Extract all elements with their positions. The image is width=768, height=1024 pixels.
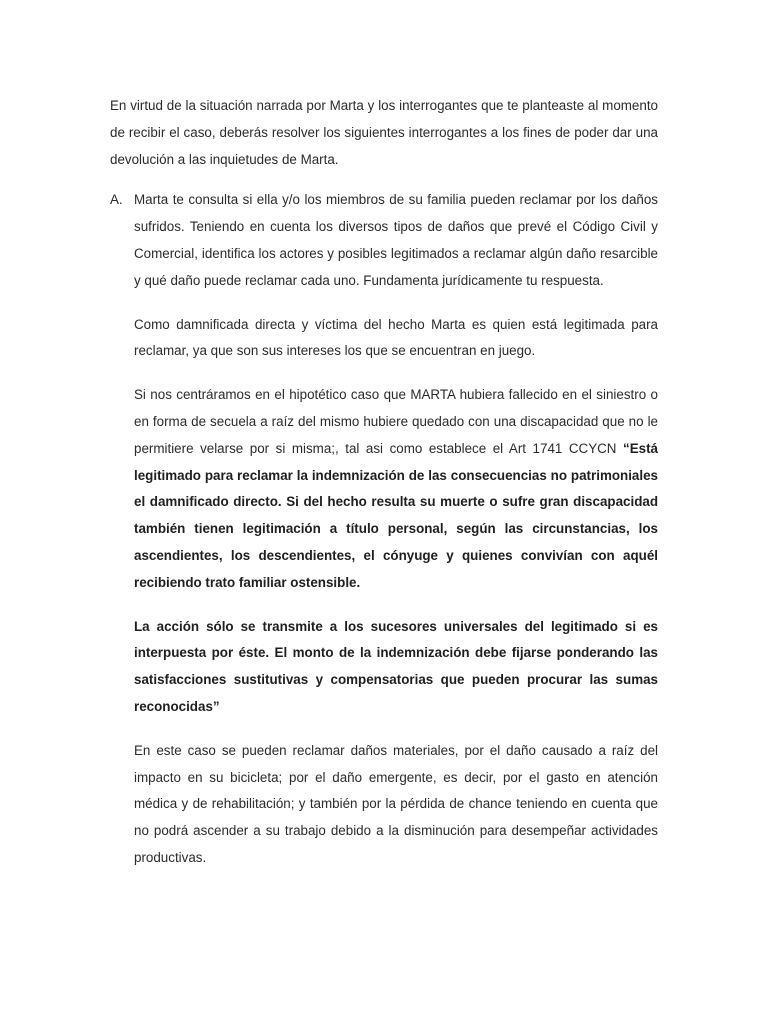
answer-paragraph-2 xyxy=(134,382,658,596)
article-1741-quote: “Está legitimado para reclamar la indemnización de las consecuencias no patrimoniales el damnificado directo. Si del hecho resulta su muerte o sufre gran discapacidad también tienen legitimación a título personal, según las circunstancias, los ascendientes, los descendientes, el cónyuge y quienes convivían con aquél recibiendo trato familiar ostensible. xyxy=(134,440,658,590)
intro-paragraph: En virtud de la situación narrada por Marta y los interrogantes que te planteaste al momento de recibir el caso, deberás resolver los siguientes interrogantes a los fines de poder dar una devolución a las inquietudes de Marta. xyxy=(110,98,658,167)
list-item-a xyxy=(110,187,658,871)
answer-paragraph-3-quote: La acción sólo se transmite a los sucesores universales del legitimado si es interpuesta por éste. El monto de la indemnización debe fijarse ponderando las satisfacciones sustitutivas y compensatorias que pueden procurar las sumas reconocidas” xyxy=(134,618,658,714)
answer-paragraph-4: En este caso se pueden reclamar daños materiales, por el daño causado a raíz del impacto en su bicicleta; por el daño emergente, es decir, por el gasto en atención médica y de rehabilitación; y también por la pérdida de chance teniendo en cuenta que no podrá ascender a su trabajo debido a la disminución para desempeñar actividades productivas. xyxy=(134,742,658,865)
list-marker-a: A. xyxy=(110,192,123,208)
answer-paragraph-1: Como damnificada directa y víctima del hecho Marta es quien está legitimada para reclamar, ya que son sus intereses los que se encuentran en juego. xyxy=(134,316,658,359)
question-a-paragraph: Marta te consulta si ella y/o los miembros de su familia pueden reclamar por los daños sufridos. Teniendo en cuenta los diversos tipos de daños que prevé el Código Civil y Comercial, identifica los actores y posibles legitimados a reclamar algún daño resarcible y qué daño puede reclamar cada uno. Fundamenta jurídicamente tu respuesta. xyxy=(134,192,658,288)
answer-2-plain-text: Si nos centráramos en el hipotético caso que MARTA hubiera fallecido en el siniestro o en forma de secuela a raíz del mismo hubiere quedado con una discapacidad que no le permitiere velarse por si misma;, tal asi como establece el Art 1741 CCYCN xyxy=(134,387,658,456)
